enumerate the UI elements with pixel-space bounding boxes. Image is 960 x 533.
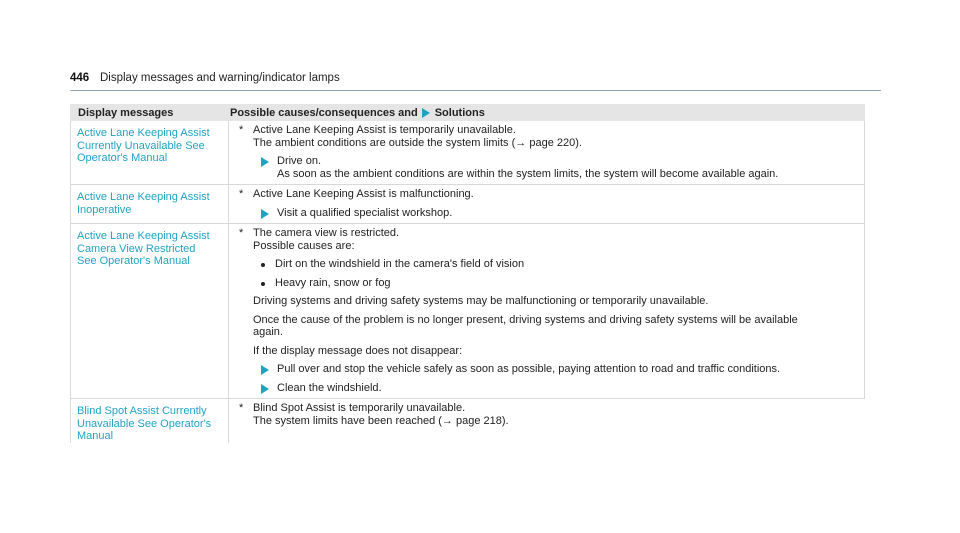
table-row: [70, 121, 865, 185]
cause-cell: [228, 185, 865, 223]
cause-label: Blind Spot Assist is temporarily unavailable.: [253, 402, 466, 414]
asterisk-icon: *: [239, 124, 244, 136]
cause-text: [239, 188, 856, 201]
table-row: [70, 185, 865, 224]
display-message-line: Operator's Manual: [77, 152, 168, 164]
action-step: [239, 363, 856, 376]
bullet-icon: [261, 282, 265, 286]
message-cell: [70, 185, 228, 223]
action-arrow-icon: [261, 365, 269, 375]
display-message-line: Camera View Restricted: [77, 242, 196, 255]
page-title: Display messages and warning/indicator lamps: [100, 72, 340, 84]
bullet-item: Heavy rain, snow or fog: [239, 277, 856, 290]
cause-text: [239, 227, 856, 240]
table-row: [70, 224, 865, 399]
action-step: [239, 207, 856, 220]
asterisk-icon: *: [239, 402, 244, 414]
action-step: [239, 382, 856, 395]
cause-label: The camera view is restricted.: [253, 227, 400, 239]
display-message-line: Blind Spot Assist Currently: [77, 405, 207, 417]
action-text: Pull over and stop the vehicle safely as soon as possible, paying attention to road and traffic conditions.: [277, 363, 781, 375]
message-cell: [70, 399, 228, 443]
action-text: Clean the windshield.: [277, 381, 382, 394]
cause-cell: [228, 399, 865, 443]
asterisk-icon: *: [239, 188, 244, 200]
action-arrow-icon: [261, 157, 269, 167]
paragraph-text: Driving systems and driving safety systems may be malfunctioning or temporarily unavailable.: [253, 295, 709, 307]
action-arrow-icon: [261, 384, 269, 394]
bullet-icon: [261, 263, 265, 267]
action-step: [239, 155, 856, 180]
cause-label: Active Lane Keeping Assist is temporarily unavailable.: [253, 124, 516, 136]
detail-text: Possible causes are:: [253, 239, 355, 252]
cause-text: [239, 402, 857, 415]
detail-text: The ambient conditions are outside the system limits (→ page 220).: [253, 136, 582, 149]
paragraph-text: again.: [253, 326, 283, 338]
display-message-line: Inoperative: [77, 203, 132, 216]
paragraph-text: If the display message does not disappear:: [253, 344, 463, 357]
page-number: 446: [70, 72, 90, 84]
column-header-causes-label: Possible causes/consequences and: [230, 106, 418, 119]
table-row: [70, 399, 865, 443]
display-message-line: Manual: [77, 430, 114, 442]
message-cell: [70, 121, 228, 184]
column-header-messages: Display messages: [78, 106, 174, 119]
action-text: Visit a qualified specialist workshop.: [277, 206, 453, 219]
action-text: As soon as the ambient conditions are within the system limits, the system will become available again.: [277, 167, 779, 180]
display-message-line: Unavailable See Operator's: [77, 417, 212, 430]
cause-cell: [228, 224, 865, 398]
display-message-line: See Operator's Manual: [77, 255, 190, 267]
asterisk-icon: *: [239, 227, 244, 239]
display-message-line: Active Lane Keeping Assist: [77, 230, 210, 242]
detail-text: The system limits have been reached (→ page 218).: [253, 414, 509, 427]
column-header-causes: [228, 107, 485, 119]
bullet-item: Dirt on the windshield in the camera's field of vision: [239, 258, 856, 271]
cause-label: Active Lane Keeping Assist is malfunctioning.: [253, 188, 474, 200]
action-arrow-icon: [422, 108, 430, 118]
column-header-solutions-label: Solutions: [434, 106, 485, 119]
display-message-line: Active Lane Keeping Assist: [77, 127, 210, 139]
display-messages-table: [70, 104, 865, 443]
action-arrow-icon: [261, 209, 269, 219]
action-text: Drive on.: [277, 155, 322, 167]
table-header: [70, 104, 865, 121]
paragraph-text: Once the cause of the problem is no longer present, driving systems and driving safety systems will be available: [253, 313, 798, 326]
display-message-line: Currently Unavailable See: [77, 139, 205, 152]
cause-text: [239, 124, 856, 137]
page-header: [70, 70, 881, 91]
display-message-line: Active Lane Keeping Assist: [77, 191, 210, 203]
message-cell: [70, 224, 228, 398]
cause-cell: [228, 121, 865, 184]
